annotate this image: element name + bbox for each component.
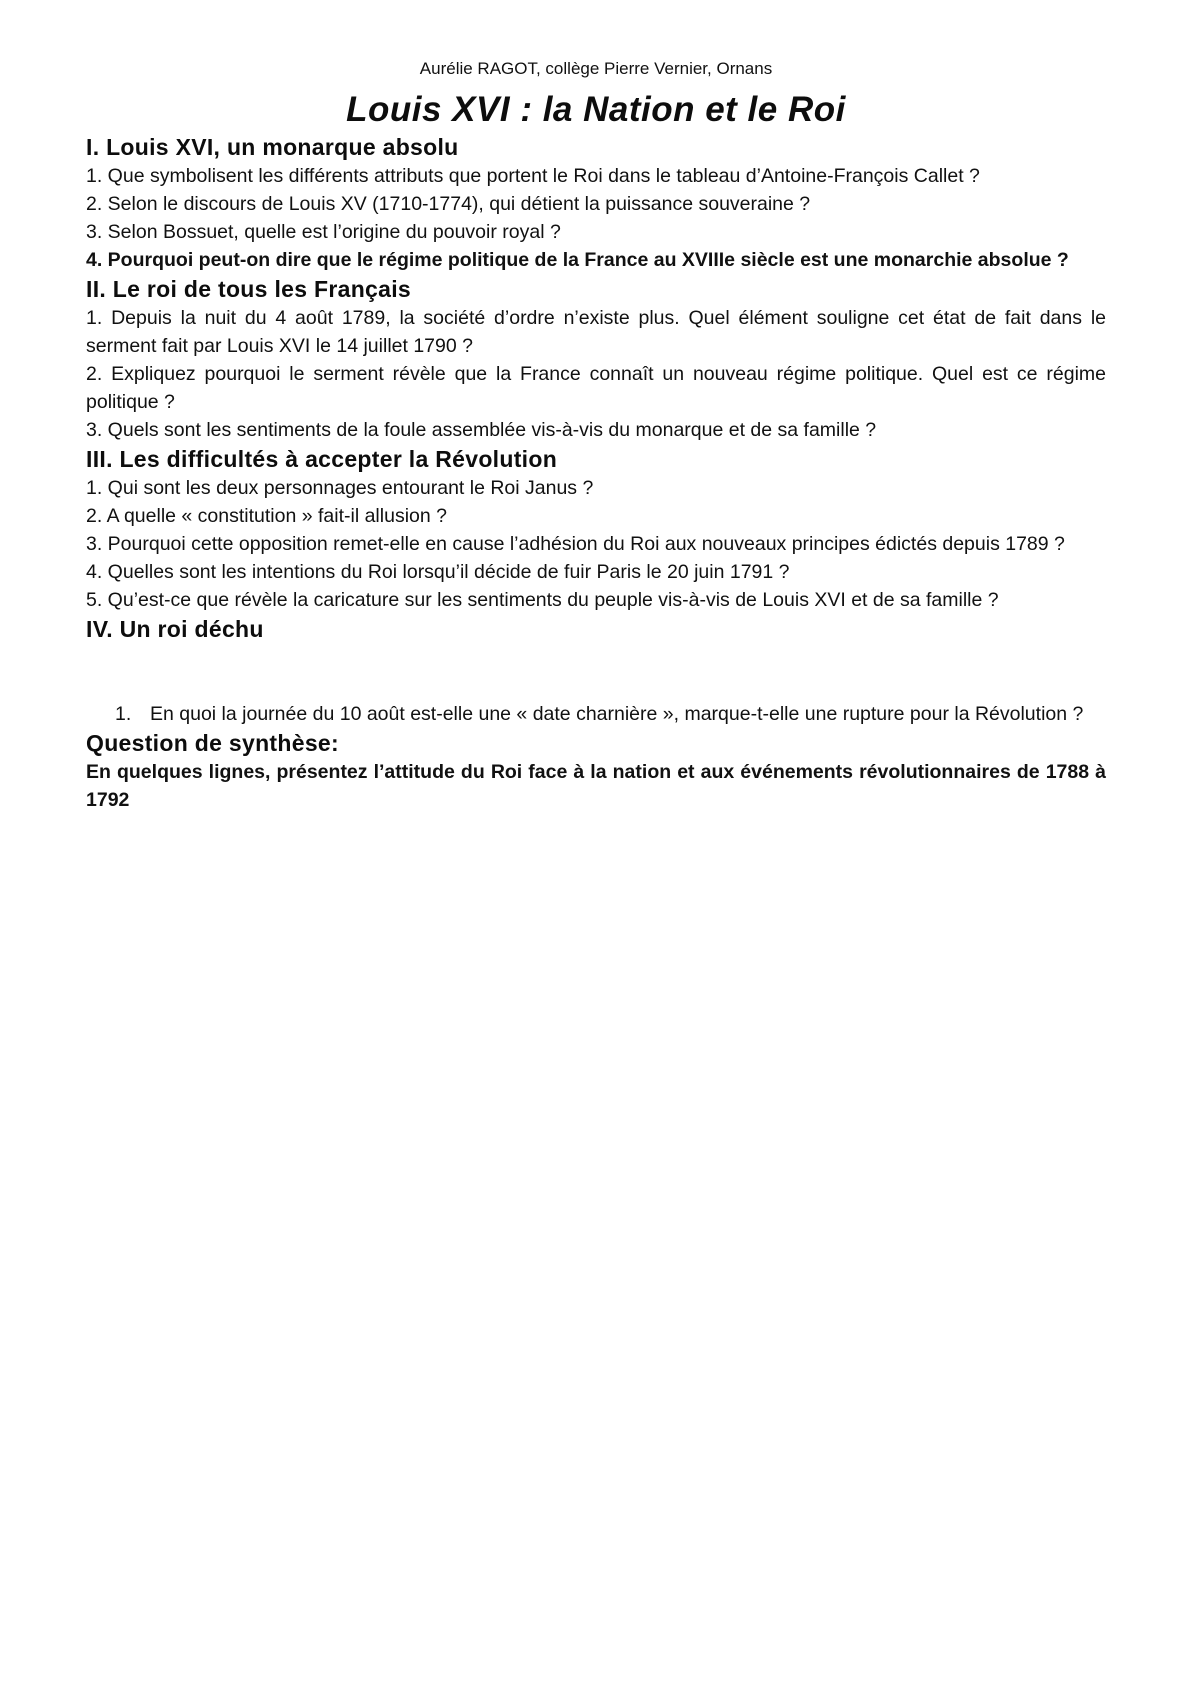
list-text: En quoi la journée du 10 août est-elle une « date charnière », marque-t-elle une rupture pour la Révolution ?: [150, 703, 1084, 725]
question-2-1: 1. Depuis la nuit du 4 août 1789, la société d’ordre n’existe plus. Quel élément souligne cet état de fait dans le serment fait par Louis XVI le 14 juillet 1790 ?: [86, 307, 1106, 357]
document-title: Louis XVI : la Nation et le Roi: [346, 90, 846, 129]
section-difficultes-revolution: [86, 444, 1106, 614]
question-3-1: 1. Qui sont les deux personnages entourant le Roi Janus ?: [86, 477, 594, 499]
question-1-3: 3. Selon Bossuet, quelle est l’origine du pouvoir royal ?: [86, 221, 561, 243]
list-item: [86, 700, 1106, 728]
question-3-5: 5. Qu’est-ce que révèle la caricature sur les sentiments du peuple vis-à-vis de Louis XVI et de sa famille ?: [86, 589, 999, 611]
section-synthese: [86, 728, 1106, 814]
question-1-2: 2. Selon le discours de Louis XV (1710-1774), qui détient la puissance souveraine ?: [86, 193, 811, 215]
section-1-heading: I. Louis XVI, un monarque absolu: [86, 134, 459, 160]
synthesis-heading: Question de synthèse:: [86, 730, 339, 756]
question-2-3: 3. Quels sont les sentiments de la foule assemblée vis-à-vis du monarque et de sa famille ?: [86, 419, 877, 441]
section-3-heading: III. Les difficultés à accepter la Révolution: [86, 446, 558, 472]
question-3-4: 4. Quelles sont les intentions du Roi lorsqu’il décide de fuir Paris le 20 juin 1791 ?: [86, 561, 790, 583]
question-3-2: 2. A quelle « constitution » fait-il allusion ?: [86, 505, 447, 527]
question-1-4: 4. Pourquoi peut-on dire que le régime politique de la France au XVIIIe siècle est une monarchie absolue ?: [86, 249, 1069, 271]
question-3-3: 3. Pourquoi cette opposition remet-elle en cause l’adhésion du Roi aux nouveaux principes édictés depuis 1789 ?: [86, 533, 1065, 555]
synthesis-text: En quelques lignes, présentez l’attitude du Roi face à la nation et aux événements révolutionnaires de 1788 à 1792: [86, 761, 1106, 811]
list-number: 1.: [115, 703, 132, 725]
question-1-1: 1. Que symbolisent les différents attributs que portent le Roi dans le tableau d’Antoine-François Callet ?: [86, 165, 980, 187]
author-line: Aurélie RAGOT, collège Pierre Vernier, Ornans: [419, 59, 773, 78]
section-4-heading: IV. Un roi déchu: [86, 616, 264, 642]
section-2-heading: II. Le roi de tous les Français: [86, 276, 412, 302]
question-2-2: 2. Expliquez pourquoi le serment révèle que la France connaît un nouveau régime politique. Quel est ce régime politique ?: [86, 363, 1106, 413]
section-roi-dechu: [86, 614, 1106, 728]
section-monarque-absolu: [86, 132, 1106, 274]
section-roi-de-tous: [86, 274, 1106, 444]
